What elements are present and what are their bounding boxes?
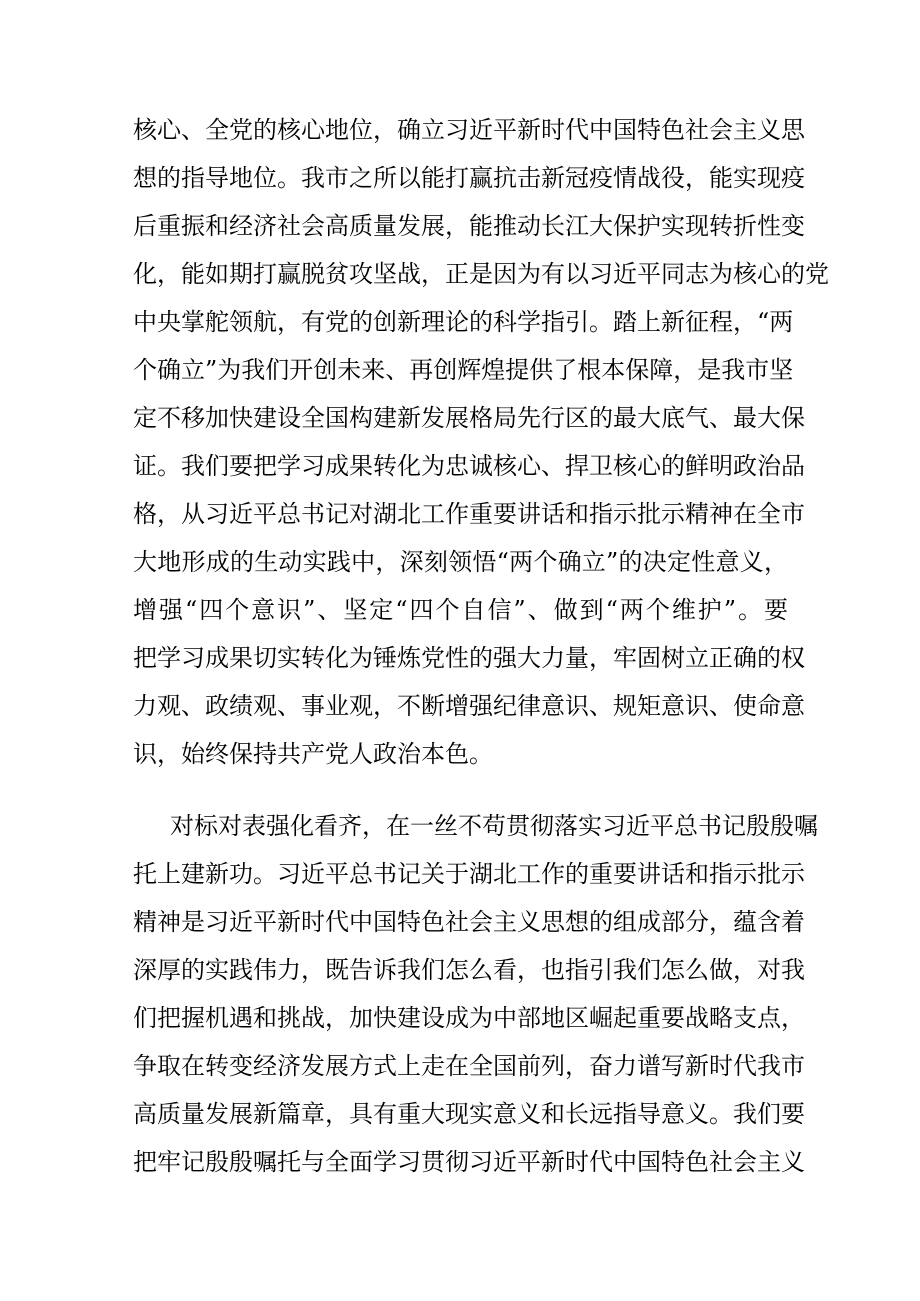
paragraph-line: 核心、全党的核心地位，确立习近平新时代中国特色社会主义思 — [133, 116, 805, 144]
paragraph-line: 大地形成的生动实践中，深刻领悟“两个确立”的决定性意义， — [133, 548, 788, 576]
paragraph-line: 争取在转变经济发展方式上走在全国前列，奋力谱写新时代我市 — [133, 1052, 805, 1080]
paragraph-line: 识，始终保持共产党人政治本色。 — [133, 740, 493, 768]
paragraph-line: 们把握机遇和挑战，加快建设成为中部地区崛起重要战略支点， — [133, 1004, 805, 1032]
paragraph-line: 把牢记殷殷嘱托与全面学习贯彻习近平新时代中国特色社会主义 — [133, 1148, 805, 1176]
paragraph-line: 对标对表强化看齐，在一丝不苟贯彻落实习近平总书记殷殷嘱 — [170, 812, 818, 840]
paragraph-line: 个确立”为我们开创未来、再创辉煌提供了根本保障，是我市坚 — [133, 356, 794, 384]
document-body — [133, 108, 829, 1188]
paragraph-spacer — [133, 780, 788, 804]
paragraph-line: 托上建新功。习近平总书记关于湖北工作的重要讲话和指示批示 — [133, 860, 805, 888]
paragraph-line: 增强“四个意识”、坚定“四个自信”、做到“两个维护”。要 — [133, 596, 788, 624]
paragraph-line: 深厚的实践伟力，既告诉我们怎么看，也指引我们怎么做，对我 — [133, 956, 805, 984]
paragraph-1 — [133, 108, 829, 780]
paragraph-2 — [133, 804, 818, 1188]
paragraph-line: 定不移加快建设全国构建新发展格局先行区的最大底气、最大保 — [133, 404, 805, 432]
paragraph-line: 化，能如期打赢脱贫攻坚战，正是因为有以习近平同志为核心的党 — [133, 260, 829, 288]
paragraph-line: 把学习成果切实转化为锤炼党性的强大力量，牢固树立正确的权 — [133, 644, 805, 672]
paragraph-line: 格，从习近平总书记对湖北工作重要讲话和指示批示精神在全市 — [133, 500, 805, 528]
paragraph-line: 力观、政绩观、事业观，不断增强纪律意识、规矩意识、使命意 — [133, 692, 805, 720]
paragraph-line: 想的指导地位。我市之所以能打赢抗击新冠疫情战役，能实现疫 — [133, 164, 805, 192]
paragraph-line: 后重振和经济社会高质量发展，能推动长江大保护实现转折性变 — [133, 212, 805, 240]
paragraph-line: 高质量发展新篇章，具有重大现实意义和长远指导意义。我们要 — [133, 1100, 805, 1128]
paragraph-line: 精神是习近平新时代中国特色社会主义思想的组成部分，蕴含着 — [133, 908, 805, 936]
paragraph-line: 证。我们要把学习成果转化为忠诚核心、捍卫核心的鲜明政治品 — [133, 452, 805, 480]
paragraph-line: 中央掌舵领航，有党的创新理论的科学指引。踏上新征程，“两 — [133, 308, 794, 336]
